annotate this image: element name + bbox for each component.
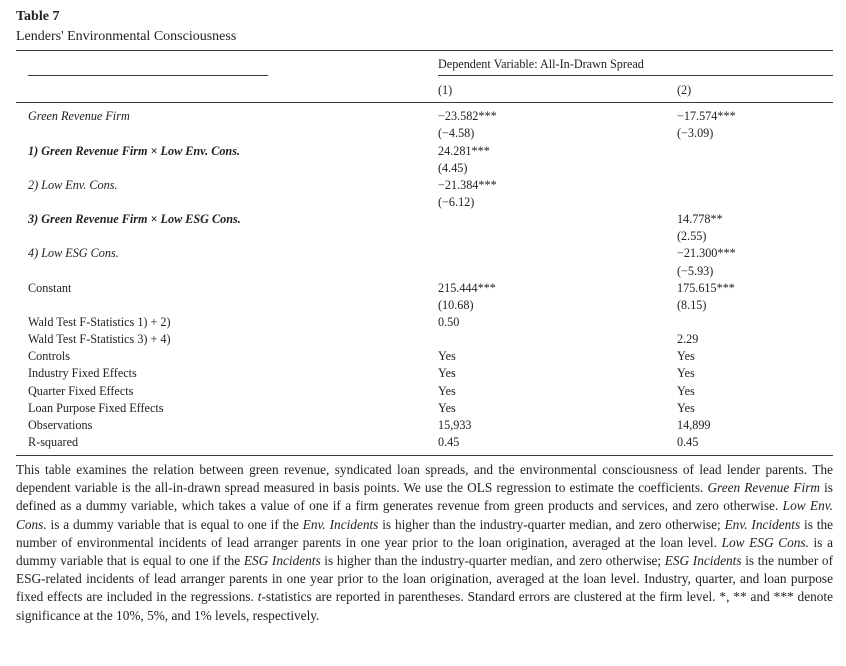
- cell-col2: Yes: [677, 366, 695, 380]
- row-label: Green Revenue Firm: [28, 109, 130, 123]
- row-label: Constant: [28, 281, 72, 295]
- top-rule: [16, 50, 833, 51]
- note-segment: Green Revenue Firm: [707, 480, 821, 496]
- cell-col1: 15,933: [438, 418, 472, 432]
- row-label: Industry Fixed Effects: [28, 366, 137, 380]
- cell-col2: −21.300***: [677, 246, 736, 260]
- note-segment: is a dummy variable that is equal to one if the: [16, 534, 833, 569]
- cell-col2: 0.45: [677, 435, 699, 449]
- cell-col1: −21.384***: [438, 178, 497, 192]
- note-segment: t: [257, 589, 262, 605]
- note-segment: is a dummy variable that is equal to one if the: [46, 516, 303, 532]
- note-segment: ESG Incidents: [243, 553, 321, 569]
- note-segment: Low ESG Cons.: [721, 534, 809, 550]
- column-header-2: (2): [677, 83, 692, 97]
- cell-col1: −23.582***: [438, 109, 497, 123]
- cell-col2: Yes: [677, 384, 695, 398]
- note-segment: Low Env. Cons.: [16, 498, 833, 532]
- row-label: Observations: [28, 418, 93, 432]
- cell-col2: 14,899: [677, 418, 711, 432]
- dependent-variable-rule: [438, 75, 833, 76]
- cell-col1: Yes: [438, 401, 456, 415]
- row-label: 4) Low ESG Cons.: [28, 246, 119, 260]
- cell-col2: 175.615***: [677, 281, 735, 295]
- note-segment: is higher than the industry-quarter median, and zero otherwise;: [378, 516, 725, 532]
- cell-col2: 2.29: [677, 332, 699, 346]
- cell-col1: (−4.58): [438, 126, 475, 140]
- cell-col1: 215.444***: [438, 281, 496, 295]
- table-note: [16, 461, 833, 625]
- note-segment: -statistics are reported in parentheses. Standard errors are clustered at the firm level. *, ** and *** denote significance at the 10%, 5%, and 1% levels, respectively.: [16, 589, 833, 623]
- row-label: R-squared: [28, 435, 79, 449]
- cell-col2: Yes: [677, 349, 695, 363]
- note-segment: Env. Incidents: [302, 516, 379, 532]
- note-segment: Env. Incidents: [724, 516, 801, 532]
- cell-col2: 14.778**: [677, 212, 723, 226]
- table-bottom-rule: [16, 455, 833, 456]
- row-label: Wald Test F-Statistics 1) + 2): [28, 315, 171, 329]
- cell-col1: (−6.12): [438, 195, 475, 209]
- cell-col2: (8.15): [677, 298, 707, 312]
- note-segment: is the number of environmental incidents of lead arranger parents in one year prior to the loan origination, averaged at the loan level.: [16, 516, 834, 550]
- cell-col1: Yes: [438, 384, 456, 398]
- row-label: Controls: [28, 349, 70, 363]
- row-label: Wald Test F-Statistics 3) + 4): [28, 332, 171, 346]
- row-label: Quarter Fixed Effects: [28, 384, 134, 398]
- note-segment: is defined as a dummy variable, which takes a value of one if a firm generates revenue from green products and services, and zero otherwise.: [16, 480, 833, 514]
- cell-col1: 24.281***: [438, 144, 490, 158]
- column-header-1: (1): [438, 83, 453, 97]
- note-segment: ESG Incidents: [664, 553, 742, 569]
- cell-col1: Yes: [438, 366, 456, 380]
- cell-col2: (2.55): [677, 229, 707, 243]
- left-header-rule: [28, 75, 268, 76]
- cell-col1: 0.50: [438, 315, 460, 329]
- note-segment: is higher than the industry-quarter median, and zero otherwise;: [320, 553, 665, 569]
- cell-col1: Yes: [438, 349, 456, 363]
- cell-col2: Yes: [677, 401, 695, 415]
- cell-col1: (4.45): [438, 161, 468, 175]
- row-label: Loan Purpose Fixed Effects: [28, 401, 164, 415]
- header-bottom-rule: [16, 102, 833, 103]
- cell-col1: (10.68): [438, 298, 474, 312]
- row-label: 3) Green Revenue Firm × Low ESG Cons.: [28, 212, 241, 226]
- note-segment: is the number of ESG-related incidents of lead arranger parents in one year prior to the loan origination, averaged at the loan level. Industry, quarter, and loan purpose fixed effects are included in the regressions.: [16, 553, 833, 605]
- note-segment: This table examines the relation between green revenue, syndicated loan spreads, and the environmental consciousness of lead lender parents. The dependent variable is the all-in-drawn spread measured in basis points. We use the OLS regression to estimate the coefficients.: [16, 462, 833, 496]
- dependent-variable-header: Dependent Variable: All-In-Drawn Spread: [438, 57, 644, 71]
- cell-col2: (−3.09): [677, 126, 714, 140]
- row-label: 1) Green Revenue Firm × Low Env. Cons.: [28, 144, 240, 158]
- row-label: 2) Low Env. Cons.: [28, 178, 118, 192]
- table-title: Table 7: [16, 9, 60, 24]
- cell-col1: 0.45: [438, 435, 460, 449]
- cell-col2: −17.574***: [677, 109, 736, 123]
- table-subtitle: Lenders' Environmental Consciousness: [16, 29, 237, 44]
- cell-col2: (−5.93): [677, 264, 714, 278]
